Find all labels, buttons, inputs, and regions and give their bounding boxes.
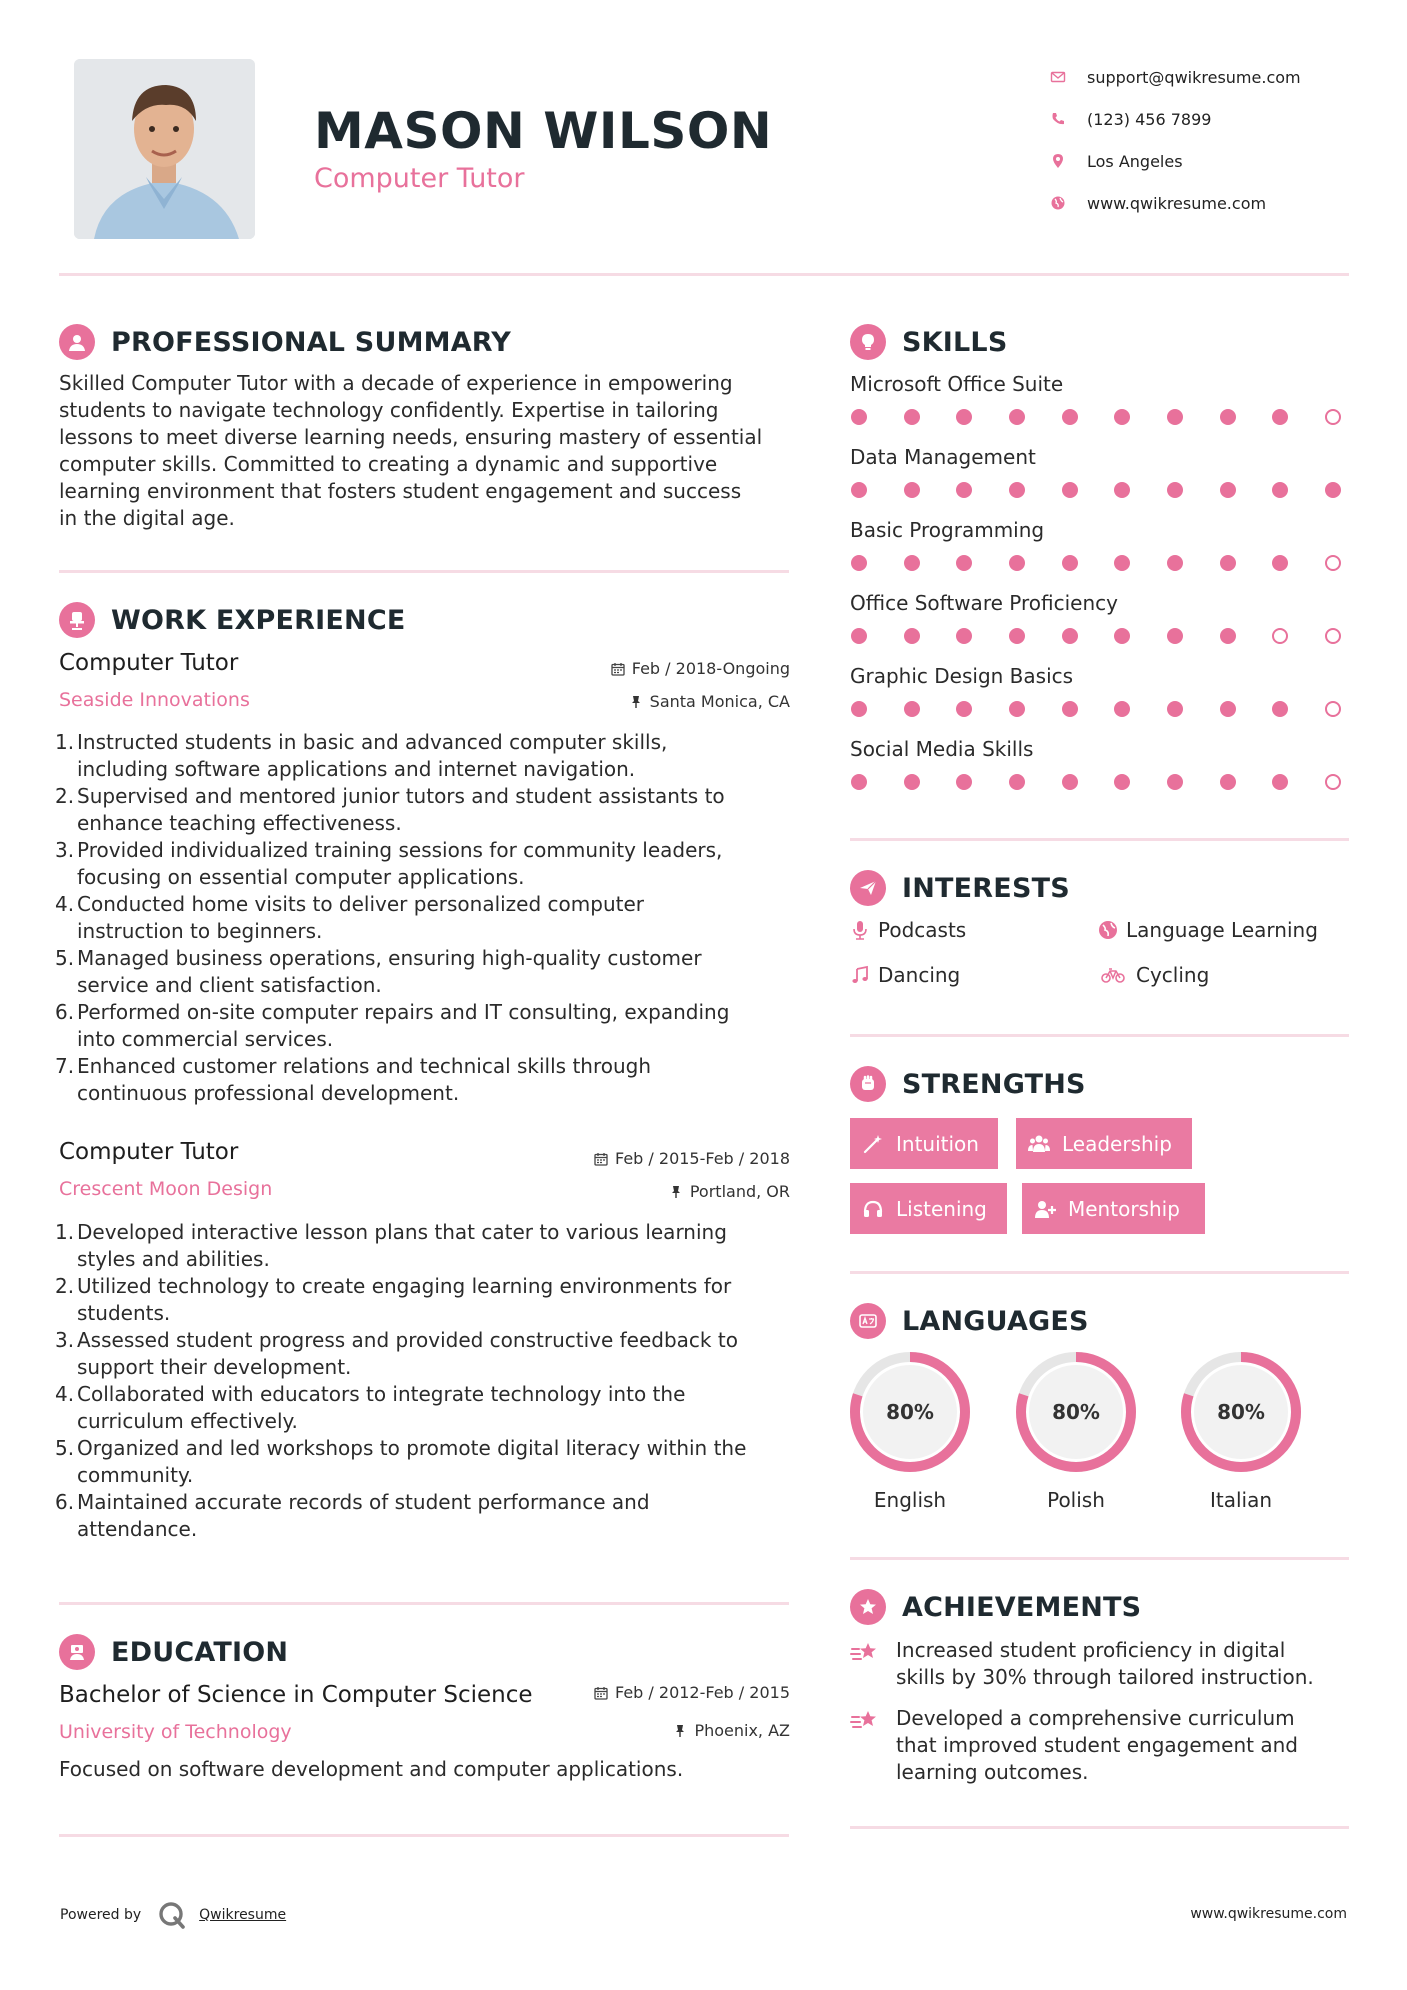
skill-name: Data Management bbox=[850, 445, 1036, 469]
list-item: 3. Assessed student progress and provided constructive feedback to support their development. bbox=[55, 1328, 738, 1379]
user-plus-icon bbox=[1034, 1198, 1056, 1220]
skill-rating bbox=[851, 628, 1341, 644]
contact-location bbox=[1050, 140, 1301, 182]
chair-icon bbox=[59, 602, 95, 638]
job-1-duties bbox=[55, 729, 799, 1107]
rating-dot-filled bbox=[851, 701, 867, 717]
rating-dot-filled bbox=[1167, 774, 1183, 790]
music-note-icon bbox=[850, 965, 870, 985]
job-2-date: Feb / 2015-Feb / 2018 bbox=[594, 1149, 790, 1168]
shooting-star-icon bbox=[850, 1705, 880, 1735]
rating-dot-filled bbox=[1167, 409, 1183, 425]
skill-rating bbox=[851, 701, 1341, 717]
rating-dot-filled bbox=[956, 482, 972, 498]
rating-dot-empty bbox=[1272, 628, 1288, 644]
candidate-role: Computer Tutor bbox=[314, 163, 525, 194]
rating-dot-empty bbox=[1325, 701, 1341, 717]
experience-heading: WORK EXPERIENCE bbox=[59, 602, 405, 638]
calendar-icon bbox=[594, 1686, 608, 1700]
microphone-icon bbox=[850, 920, 870, 940]
rating-dot-filled bbox=[1167, 482, 1183, 498]
rating-dot-filled bbox=[904, 482, 920, 498]
skill-name: Basic Programming bbox=[850, 518, 1045, 542]
rating-dot-filled bbox=[1114, 701, 1130, 717]
skill-name: Microsoft Office Suite bbox=[850, 372, 1064, 396]
list-item: 6. Maintained accurate records of student performance and attendance. bbox=[55, 1490, 650, 1541]
language-percent: 80% bbox=[1052, 1400, 1100, 1424]
rating-dot-filled bbox=[1272, 701, 1288, 717]
rating-dot-filled bbox=[904, 701, 920, 717]
rating-dot-filled bbox=[956, 701, 972, 717]
star-badge-icon bbox=[850, 1589, 886, 1625]
rating-dot-filled bbox=[904, 774, 920, 790]
header-divider bbox=[59, 273, 1349, 276]
language-ring bbox=[1179, 1350, 1303, 1474]
languages-divider bbox=[850, 1557, 1349, 1560]
rating-dot-filled bbox=[904, 555, 920, 571]
education-divider bbox=[59, 1834, 789, 1837]
rating-dot-filled bbox=[956, 774, 972, 790]
profile-photo bbox=[74, 59, 255, 239]
pin-icon bbox=[673, 1724, 687, 1738]
magic-wand-icon bbox=[862, 1133, 884, 1155]
list-item: 4. Collaborated with educators to integrate technology into the curriculum effectively. bbox=[55, 1382, 686, 1433]
rating-dot-filled bbox=[1167, 701, 1183, 717]
website-text: www.qwikresume.com bbox=[1087, 193, 1267, 213]
strength-leadership: Leadership bbox=[1016, 1118, 1192, 1169]
interests-divider bbox=[850, 1034, 1349, 1037]
strength-listening: Listening bbox=[850, 1183, 1007, 1234]
achievement-2: Developed a comprehensive curriculum that improved student engagement and learning outcomes. bbox=[850, 1705, 1298, 1786]
rating-dot-filled bbox=[1009, 628, 1025, 644]
rating-dot-filled bbox=[956, 555, 972, 571]
list-item: 7. Enhanced customer relations and technical skills through continuous professional development. bbox=[55, 1054, 652, 1105]
rating-dot-filled bbox=[1272, 774, 1288, 790]
rating-dot-filled bbox=[1220, 409, 1236, 425]
skills-heading: SKILLS bbox=[850, 324, 1007, 360]
languages-heading: LANGUAGES bbox=[850, 1303, 1089, 1339]
rating-dot-filled bbox=[1220, 701, 1236, 717]
rating-dot-filled bbox=[1272, 555, 1288, 571]
skill-rating bbox=[851, 774, 1341, 790]
skill-name: Graphic Design Basics bbox=[850, 664, 1074, 688]
education-location: Phoenix, AZ bbox=[673, 1721, 790, 1740]
interest-language-learning: Language Learning bbox=[1098, 918, 1318, 942]
list-item: 1. Instructed students in basic and advanced computer skills, including software applications and internet navigation. bbox=[55, 730, 668, 781]
globe-icon bbox=[1050, 195, 1066, 211]
qwikresume-link[interactable]: Qwikresume bbox=[199, 1907, 287, 1923]
skill-rating bbox=[851, 482, 1341, 498]
fist-icon bbox=[850, 1066, 886, 1102]
education-description: Focused on software development and computer applications. bbox=[59, 1757, 684, 1781]
list-item: 4. Conducted home visits to deliver personalized computer instruction to beginners. bbox=[55, 892, 644, 943]
rating-dot-filled bbox=[851, 774, 867, 790]
job-1-location: Santa Monica, CA bbox=[629, 692, 790, 711]
achievements-heading: ACHIEVEMENTS bbox=[850, 1589, 1141, 1625]
contact-email[interactable] bbox=[1050, 56, 1301, 98]
rating-dot-empty bbox=[1325, 774, 1341, 790]
email-text: support@qwikresume.com bbox=[1087, 67, 1301, 87]
language-name: Italian bbox=[1209, 1488, 1273, 1512]
rating-dot-filled bbox=[1114, 555, 1130, 571]
calendar-icon bbox=[611, 662, 625, 676]
language-ring bbox=[1014, 1350, 1138, 1474]
language-percent: 80% bbox=[1217, 1400, 1265, 1424]
rating-dot-filled bbox=[1009, 409, 1025, 425]
achievement-1: Increased student proficiency in digital skills by 30% through tailored instruction. bbox=[850, 1637, 1314, 1691]
lightbulb-icon bbox=[850, 324, 886, 360]
calendar-icon bbox=[594, 1152, 608, 1166]
list-item: 1. Developed interactive lesson plans that cater to various learning styles and abilities. bbox=[55, 1220, 727, 1271]
interest-cycling: Cycling bbox=[1098, 963, 1209, 987]
rating-dot-empty bbox=[1325, 409, 1341, 425]
job-1-date: Feb / 2018-Ongoing bbox=[611, 659, 790, 678]
rating-dot-filled bbox=[1114, 482, 1130, 498]
summary-text: Skilled Computer Tutor with a decade of experience in empowering students to navigate technology confidently. Expertise in tailoring lessons to meet diverse learning needs, ensuring mastery of essential computer skills. Committed to creating a dynamic and supportive learning environment that fosters student engagement and success in the digital age. bbox=[59, 371, 763, 530]
users-icon bbox=[1028, 1133, 1050, 1155]
list-item: 2. Utilized technology to create engaging learning environments for students. bbox=[55, 1274, 732, 1325]
headphones-icon bbox=[862, 1198, 884, 1220]
strength-intuition: Intuition bbox=[850, 1118, 998, 1169]
contact-website[interactable] bbox=[1050, 182, 1301, 224]
rating-dot-filled bbox=[904, 409, 920, 425]
rating-dot-filled bbox=[956, 628, 972, 644]
strength-mentorship: Mentorship bbox=[1022, 1183, 1205, 1234]
job-2-company: Crescent Moon Design bbox=[59, 1178, 273, 1200]
candidate-name: MASON WILSON bbox=[314, 102, 773, 160]
job-2-location: Portland, OR bbox=[669, 1182, 790, 1201]
interest-dancing: Dancing bbox=[850, 963, 960, 987]
interest-podcasts: Podcasts bbox=[850, 918, 966, 942]
pin-icon bbox=[669, 1185, 683, 1199]
job-1-title: Computer Tutor bbox=[59, 650, 239, 676]
education-school: University of Technology bbox=[59, 1721, 292, 1743]
language-percent: 80% bbox=[886, 1400, 934, 1424]
rating-dot-filled bbox=[1062, 482, 1078, 498]
bicycle-icon bbox=[1098, 965, 1128, 985]
rating-dot-filled bbox=[1114, 409, 1130, 425]
language-name: English bbox=[873, 1488, 947, 1512]
rating-dot-filled bbox=[1167, 628, 1183, 644]
footer-website[interactable]: www.qwikresume.com bbox=[1190, 1906, 1347, 1922]
job-2-duties bbox=[55, 1219, 799, 1543]
rating-dot-filled bbox=[1009, 555, 1025, 571]
location-text: Los Angeles bbox=[1087, 151, 1183, 171]
pin-icon bbox=[629, 695, 643, 709]
envelope-icon bbox=[1050, 69, 1066, 85]
graduation-icon bbox=[59, 1634, 95, 1670]
rating-dot-filled bbox=[1062, 409, 1078, 425]
rating-dot-filled bbox=[1062, 701, 1078, 717]
education-degree: Bachelor of Science in Computer Science bbox=[59, 1682, 533, 1708]
summary-heading: PROFESSIONAL SUMMARY bbox=[59, 324, 511, 360]
skill-name: Office Software Proficiency bbox=[850, 591, 1118, 615]
rating-dot-filled bbox=[851, 555, 867, 571]
paper-plane-icon bbox=[850, 870, 886, 906]
rating-dot-empty bbox=[1325, 555, 1341, 571]
contact-block bbox=[1050, 56, 1301, 224]
language-ring bbox=[848, 1350, 972, 1474]
rating-dot-filled bbox=[1114, 774, 1130, 790]
rating-dot-filled bbox=[851, 628, 867, 644]
globe-icon bbox=[1098, 920, 1118, 940]
list-item: 6. Performed on-site computer repairs and IT consulting, expanding into commercial services. bbox=[55, 1000, 730, 1051]
rating-dot-filled bbox=[1009, 482, 1025, 498]
qwikresume-logo-icon bbox=[157, 1900, 187, 1930]
contact-phone[interactable] bbox=[1050, 98, 1301, 140]
rating-dot-filled bbox=[904, 628, 920, 644]
rating-dot-filled bbox=[1009, 701, 1025, 717]
interests-heading: INTERESTS bbox=[850, 870, 1070, 906]
list-item: 5. Managed business operations, ensuring high-quality customer service and client satisfaction. bbox=[55, 946, 702, 997]
phone-text: (123) 456 7899 bbox=[1087, 109, 1212, 129]
rating-dot-filled bbox=[956, 409, 972, 425]
rating-dot-filled bbox=[1272, 409, 1288, 425]
strengths-heading: STRENGTHS bbox=[850, 1066, 1086, 1102]
skills-divider bbox=[850, 838, 1349, 841]
rating-dot-filled bbox=[1062, 628, 1078, 644]
job-1-company: Seaside Innovations bbox=[59, 689, 250, 711]
rating-dot-empty bbox=[1325, 628, 1341, 644]
strengths-divider bbox=[850, 1271, 1349, 1274]
list-item: 5. Organized and led workshops to promote digital literacy within the community. bbox=[55, 1436, 747, 1487]
job-2-title: Computer Tutor bbox=[59, 1139, 239, 1165]
education-heading: EDUCATION bbox=[59, 1634, 288, 1670]
rating-dot-filled bbox=[1220, 482, 1236, 498]
footer-powered-by: Powered by Qwikresume bbox=[60, 1900, 286, 1930]
rating-dot-filled bbox=[851, 482, 867, 498]
list-item: 3. Provided individualized training sessions for community leaders, focusing on essential computer applications. bbox=[55, 838, 723, 889]
education-date: Feb / 2012-Feb / 2015 bbox=[594, 1683, 790, 1702]
rating-dot-filled bbox=[1220, 628, 1236, 644]
experience-divider bbox=[59, 1602, 789, 1605]
rating-dot-filled bbox=[1114, 628, 1130, 644]
rating-dot-filled bbox=[1167, 555, 1183, 571]
shooting-star-icon bbox=[850, 1637, 880, 1667]
map-pin-icon bbox=[1050, 153, 1066, 169]
rating-dot-filled bbox=[851, 409, 867, 425]
summary-divider bbox=[59, 570, 789, 573]
rating-dot-filled bbox=[1325, 482, 1341, 498]
achievements-divider bbox=[850, 1826, 1349, 1829]
rating-dot-filled bbox=[1220, 774, 1236, 790]
phone-icon bbox=[1050, 111, 1066, 127]
skill-rating bbox=[851, 555, 1341, 571]
translate-icon bbox=[850, 1303, 886, 1339]
rating-dot-filled bbox=[1009, 774, 1025, 790]
language-name: Polish bbox=[1047, 1488, 1105, 1512]
list-item: 2. Supervised and mentored junior tutors and student assistants to enhance teaching effectiveness. bbox=[55, 784, 725, 835]
skill-rating bbox=[851, 409, 1341, 425]
user-icon bbox=[59, 324, 95, 360]
skill-name: Social Media Skills bbox=[850, 737, 1034, 761]
rating-dot-filled bbox=[1220, 555, 1236, 571]
rating-dot-filled bbox=[1272, 482, 1288, 498]
rating-dot-filled bbox=[1062, 555, 1078, 571]
rating-dot-filled bbox=[1062, 774, 1078, 790]
